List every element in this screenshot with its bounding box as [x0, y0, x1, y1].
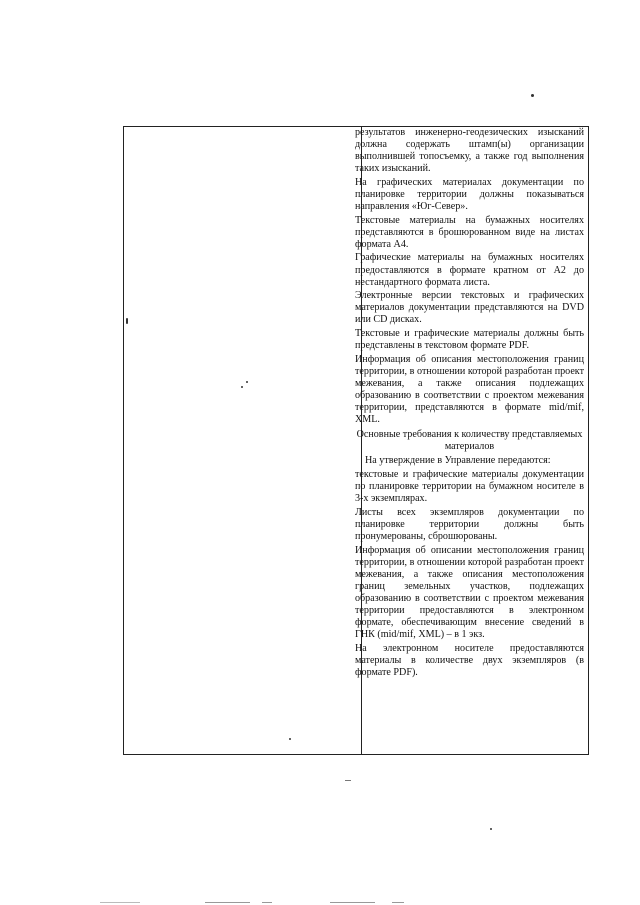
- scan-speck: [490, 828, 492, 830]
- scan-artifact-line: [392, 902, 404, 903]
- paragraph: На графических материалах документации по планировке территории должны показываться направления «Юг-Север».: [355, 176, 584, 213]
- table-right-cell: [355, 127, 584, 754]
- scan-artifact-line: [345, 780, 351, 781]
- paragraph: Информация об описании местоположения границ территории, в отношении которой разработан проект межевания, а также описания местоположения границ земельных участков, подлежащих образованию в соответствии с проектом межевания территории предоставляются в электронном формате, обеспечивающим внесение сведений в ГНК (mid/mif, XML) – в 1 экз.: [355, 544, 584, 641]
- paragraph: Текстовые материалы на бумажных носителях представляются в брошюрованном виде на листах формата А4.: [355, 214, 584, 250]
- scan-speck: [531, 94, 534, 97]
- paragraph: результатов инженерно-геодезических изысканий должна содержать штамп(ы) организации выполнившей топосъемку, а также год выполнения таких изысканий.: [355, 127, 584, 175]
- paragraph: На электронном носителе предоставляются материалы в количестве двух экземпляров (в формате PDF).: [355, 642, 584, 679]
- scan-artifact-line: [205, 902, 250, 903]
- paragraph: Текстовые и графические материалы должны быть представлены в текстовом формате PDF.: [355, 328, 584, 352]
- paragraph: текстовые и графические материалы документации по планировке территории на бумажном носителе в 3-х экземплярах.: [355, 469, 584, 505]
- paragraph: Электронные версии текстовых и графических материалов документации представляются на DVD или CD дисках.: [355, 290, 584, 326]
- section-heading: Основные требования к количеству представляемых материалов: [356, 429, 583, 453]
- table-left-cell: [124, 127, 360, 754]
- paragraph: Графические материалы на бумажных носителях предоставляются в формате кратном от А2 до нестандартного формата листа.: [355, 252, 584, 288]
- scan-artifact-line: [262, 902, 272, 903]
- scan-artifact-line: [100, 902, 140, 903]
- scan-artifact-line: [330, 902, 375, 903]
- intro-text: На утверждение в Управление передаются:: [365, 455, 551, 467]
- paragraph: Листы всех экземпляров документации по планировке территории должны быть пронумерованы, сброшюрованы.: [355, 506, 584, 542]
- paragraph: Информация об описания местоположения границ территории, в отношении которой разработан проект межевания, а также описания подлежащих образованию в соответствии с проектом межевания территории, представляются в формате mid/mif, XML.: [355, 353, 584, 426]
